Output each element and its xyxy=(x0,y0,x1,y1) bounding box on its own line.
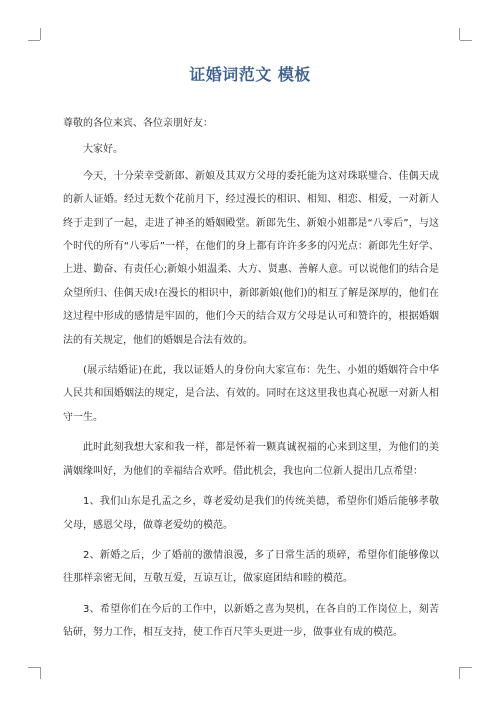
document-title: 证婚词范文 模板 xyxy=(189,65,311,84)
paragraph: 大家好。 xyxy=(83,144,123,156)
crop-mark-bottom-right-horizontal xyxy=(460,667,472,668)
crop-mark-bottom-left-horizontal xyxy=(28,667,40,668)
crop-mark-top-left-horizontal xyxy=(28,40,40,41)
crop-mark-bottom-right-vertical xyxy=(459,667,460,679)
paragraph: 1、我们山东是孔孟之乡，尊老爱幼是我们的传统美德，希望你们婚后能够孝敬父母，感恩父母，做尊老爱幼的模范。 xyxy=(63,496,439,531)
crop-mark-top-right-horizontal xyxy=(460,40,472,41)
document-body xyxy=(63,112,439,652)
paragraph: 2、新婚之后，少了婚前的激情浪漫，多了日常生活的琐碎，希望你们能够像以往那样亲密无间，互敬互爱，互谅互让，做家庭团结和睦的模范。 xyxy=(63,549,439,585)
crop-mark-top-left-vertical xyxy=(40,28,41,40)
paragraph: 此时此刻我想大家和我一样，都是怀着一颗真诚祝福的心来到这里，为他们的美满姻缘叫好，为他们的幸福结合欢呼。借此机会，我也向二位新人提出几点希望： xyxy=(63,442,439,477)
greeting: 尊敬的各位来宾、各位亲朋好友： xyxy=(63,118,213,129)
crop-mark-top-right-vertical xyxy=(459,28,460,40)
paragraph: 今天，十分荣幸受新郎、新娘及其双方父母的委托能为这对珠联璧合、佳偶天成的新人证婚。经过无数个花前月下，经过漫长的相识、相知、相恋、相爱，一对新人终于走到了一起，走进了神圣的婚姻殿堂。新郎先生、新娘小姐都是“八零后”，与这个时代的所有“八零后”一样，在他们的身上都有许许多多的闪光点：新郎先生好学、上进、勤奋、有责任心;新娘小姐温柔、大方、贤惠、善解人意。可以说他们的结合是众望所归、佳偶天成!在漫长的相识中，新郎新娘(他们)的相互了解是深厚的，他们在这过程中形成的感情是牢固的，他们今天的结合双方父母是认可和赞许的，根据婚姻法的有关规定，他们的婚姻是合法有效的。 xyxy=(63,170,439,346)
crop-mark-bottom-left-vertical xyxy=(40,667,41,679)
paragraph: (展示结婚证)在此，我以证婚人的身份向大家宣布：先生、小姐的婚姻符合中华人民共和国婚姻法的规定，是合法、有效的。同时在这这里我也真心祝愿一对新人相守一生。 xyxy=(63,365,439,423)
paragraph: 3、希望你们在今后的工作中，以新婚之喜为契机，在各自的工作岗位上，刻苦钻研，努力工作，相互支持，使工作百尺竿头更进一步，做事业有成的模范。 xyxy=(63,603,439,639)
